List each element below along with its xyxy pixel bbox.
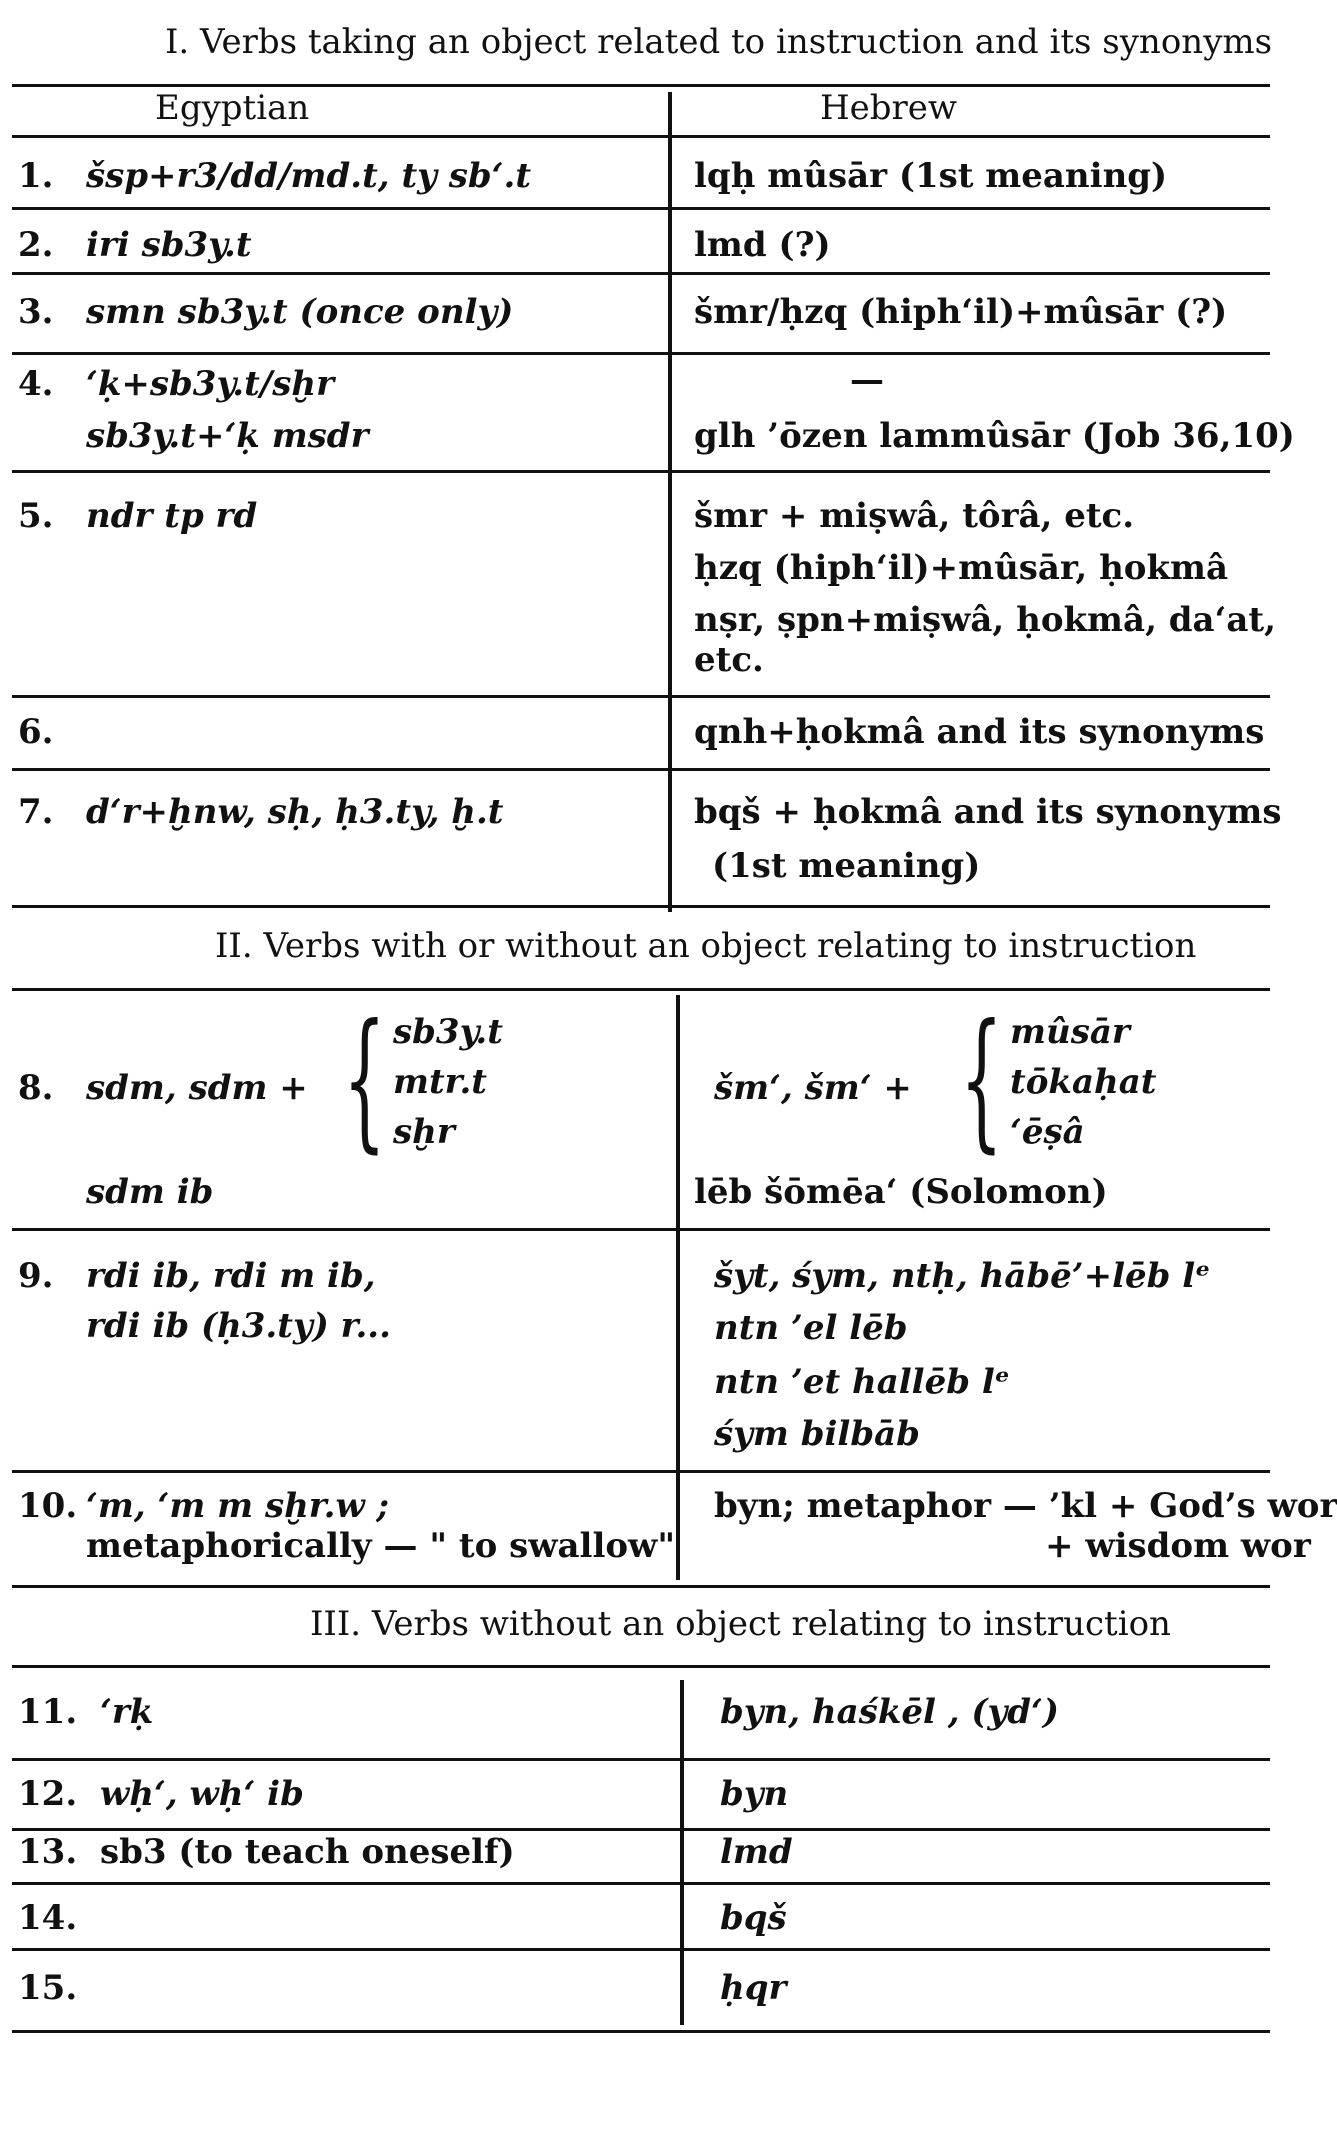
row-number: 9. — [18, 1256, 54, 1296]
hebrew-term: ḥzq (hiph‘il)+mûsār, ḥokmâ — [694, 548, 1229, 588]
hebrew-term: ntn ’et hallēb lᵉ — [714, 1362, 1010, 1402]
row-number: 7. — [18, 792, 54, 832]
row-number: 4. — [18, 364, 54, 404]
hebrew-object: ‘ēṣâ — [1010, 1112, 1085, 1152]
row-number: 2. — [18, 225, 54, 265]
divider — [12, 272, 1270, 275]
brace-left-icon: { — [343, 993, 386, 1167]
hebrew-term: šm‘, šm‘ + — [714, 1068, 912, 1108]
hebrew-term: ntn ’el lēb — [714, 1308, 908, 1348]
hebrew-term: qnh+ḥokmâ and its synonyms — [694, 712, 1265, 752]
divider — [12, 1665, 1270, 1668]
egyptian-object: sḫr — [393, 1112, 455, 1152]
section-1-title: I. Verbs taking an object related to instruction and its synonyms — [165, 22, 1273, 62]
row-number: 10. — [18, 1486, 78, 1526]
divider — [12, 2030, 1270, 2033]
column-divider — [668, 92, 672, 912]
egyptian-term: ‘m, ‘m m sḫr.w ; — [86, 1486, 390, 1526]
hebrew-term: lqḥ mûsār (1st meaning) — [694, 156, 1168, 196]
header-hebrew: Hebrew — [820, 88, 958, 128]
row-number: 15. — [18, 1968, 78, 2008]
row-number: 8. — [18, 1068, 54, 1108]
divider — [12, 1828, 1270, 1831]
header-egyptian: Egyptian — [155, 88, 310, 128]
divider — [12, 1470, 1270, 1473]
hebrew-term: glh ’ōzen lammûsār (Job 36,10) — [694, 416, 1295, 456]
egyptian-object: mtr.t — [393, 1062, 488, 1102]
hebrew-term: śym bilbāb — [714, 1414, 920, 1454]
hebrew-term: etc. — [694, 640, 764, 680]
hebrew-term: byn — [720, 1774, 789, 1814]
hebrew-term: ḥqr — [720, 1968, 787, 2008]
row-number: 13. — [18, 1832, 78, 1872]
divider — [12, 988, 1270, 991]
egyptian-object: sb3y.t — [393, 1012, 503, 1052]
section-3-title: III. Verbs without an object relating to instruction — [310, 1604, 1171, 1644]
row-number: 12. — [18, 1774, 78, 1814]
hebrew-term: (1st meaning) — [712, 846, 981, 886]
hebrew-term: bqš + ḥokmâ and its synonyms — [694, 792, 1282, 832]
divider — [12, 1585, 1270, 1588]
hebrew-term: byn; metaphor — ’kl + God’s wor — [714, 1486, 1337, 1526]
section-2-title: II. Verbs with or without an object relating to instruction — [215, 926, 1197, 966]
row-number: 3. — [18, 292, 54, 332]
hebrew-object: tōkaḥat — [1010, 1062, 1157, 1102]
divider — [12, 1948, 1270, 1951]
hebrew-term: šmr/ḥzq (hiph‘il)+mûsār (?) — [694, 292, 1228, 332]
egyptian-term: ‘rḳ — [100, 1692, 154, 1732]
row-number: 14. — [18, 1898, 78, 1938]
hebrew-term: šyt, śym, ntḥ, hābē’+lēb lᵉ — [714, 1256, 1211, 1296]
hebrew-term: byn, haśkēl , (yd‘) — [720, 1692, 1059, 1732]
divider — [12, 905, 1270, 908]
divider — [12, 470, 1270, 473]
row-number: 6. — [18, 712, 54, 752]
divider — [12, 1882, 1270, 1885]
column-divider — [676, 995, 680, 1580]
hebrew-term: lmd — [720, 1832, 793, 1872]
hebrew-term: lēb šōmēa‘ (Solomon) — [694, 1172, 1108, 1212]
egyptian-term: sb3 (to teach oneself) — [100, 1832, 515, 1872]
hebrew-term: + wisdom wor — [1045, 1526, 1311, 1566]
egyptian-term: sdm, sdm + — [86, 1068, 308, 1108]
egyptian-term: rdi ib (ḥ3.ty) r... — [86, 1306, 391, 1346]
egyptian-term: ndr tp rd — [86, 496, 258, 536]
divider — [12, 695, 1270, 698]
divider — [12, 1758, 1270, 1761]
divider — [12, 1228, 1270, 1231]
divider — [12, 768, 1270, 771]
egyptian-term: sb3y.t+‘ḳ msdr — [86, 416, 369, 456]
egyptian-term: metaphorically — " to swallow" — [86, 1526, 676, 1566]
divider — [12, 352, 1270, 355]
egyptian-term: sdm ib — [86, 1172, 214, 1212]
egyptian-term: iri sb3y.t — [86, 225, 252, 265]
egyptian-term: ‘ḳ+sb3y.t/sḫr — [86, 364, 335, 404]
column-divider — [680, 1680, 684, 2025]
divider — [12, 207, 1270, 210]
egyptian-term: wḥ‘, wḥ‘ ib — [100, 1774, 304, 1814]
row-number: 5. — [18, 496, 54, 536]
hebrew-term: bqš — [720, 1898, 787, 1938]
row-number: 1. — [18, 156, 54, 196]
egyptian-term: d‘r+ḫnw, sḥ, ḥ3.ty, ḫ.t — [86, 792, 504, 832]
divider — [12, 84, 1270, 87]
hebrew-term: šmr + miṣwâ, tôrâ, etc. — [694, 496, 1135, 536]
hebrew-object: mûsār — [1010, 1012, 1130, 1052]
brace-right-icon: { — [960, 993, 1003, 1167]
egyptian-term: šsp+r3/dd/md.t, ty sb‘.t — [86, 156, 532, 196]
divider — [12, 135, 1270, 138]
hebrew-dash: — — [850, 360, 884, 400]
egyptian-term: rdi ib, rdi m ib, — [86, 1256, 376, 1296]
egyptian-term: smn sb3y.t (once only) — [86, 292, 514, 332]
hebrew-term: lmd (?) — [694, 225, 831, 265]
hebrew-term: nṣr, ṣpn+miṣwâ, ḥokmâ, da‘at, — [694, 600, 1276, 640]
row-number: 11. — [18, 1692, 78, 1732]
